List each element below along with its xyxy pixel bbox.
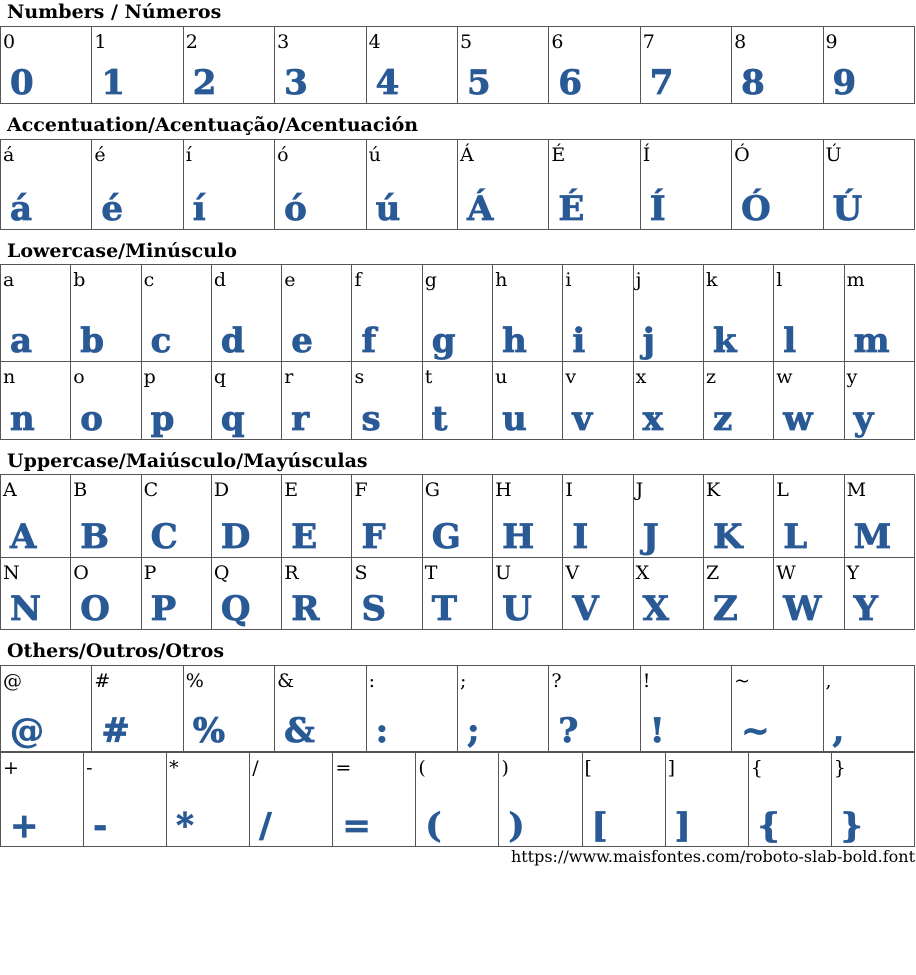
glyph-cell <box>70 557 141 630</box>
glyph-sample: O <box>80 589 110 629</box>
glyph-sample: ? <box>558 711 579 751</box>
numbers-row <box>0 26 915 104</box>
glyph-cell <box>548 665 640 752</box>
accents-row <box>0 139 915 230</box>
character-label: á <box>3 144 15 166</box>
glyph-cell <box>366 26 458 104</box>
glyph-sample: i <box>572 321 586 361</box>
glyph-cell <box>351 264 422 362</box>
glyph-cell <box>211 557 282 630</box>
character-label: } <box>833 757 846 779</box>
character-label: t <box>424 366 433 388</box>
glyph-cell <box>0 665 92 752</box>
glyph-sample: ~ <box>741 711 770 751</box>
glyph-cell <box>823 26 915 104</box>
character-label: w <box>776 366 793 388</box>
glyph-sample: Q <box>220 589 251 629</box>
glyph-cell <box>422 474 493 558</box>
character-label: d <box>213 269 227 291</box>
glyph-sample: f <box>361 321 377 361</box>
glyph-cell <box>351 474 422 558</box>
glyph-cell <box>70 361 141 440</box>
glyph-sample: H <box>502 517 535 557</box>
glyph-cell <box>281 474 352 558</box>
character-label: G <box>424 479 440 501</box>
glyph-cell <box>633 557 704 630</box>
glyph-sample: # <box>101 711 130 751</box>
glyph-cell <box>823 665 915 752</box>
glyph-sample: } <box>840 806 863 846</box>
glyph-sample: U <box>502 589 532 629</box>
section-title-numbers: Numbers / Números <box>7 1 222 23</box>
uppercase-row <box>0 557 915 630</box>
character-label: 8 <box>734 31 747 53</box>
glyph-sample: 1 <box>101 63 126 103</box>
character-label: K <box>705 479 721 501</box>
character-label: [ <box>584 757 592 779</box>
glyph-cell <box>0 26 92 104</box>
character-label: : <box>368 670 375 692</box>
glyph-sample: I <box>572 517 589 557</box>
glyph-cell <box>366 139 458 230</box>
glyph-cell <box>457 26 549 104</box>
glyph-sample: = <box>342 806 371 846</box>
glyph-sample: K <box>712 517 743 557</box>
glyph-sample: 6 <box>558 63 583 103</box>
glyph-cell <box>640 139 732 230</box>
glyph-sample: * <box>176 806 194 846</box>
glyph-sample: - <box>93 806 108 846</box>
glyph-cell <box>422 361 493 440</box>
character-label: = <box>335 757 352 779</box>
glyph-sample: x <box>642 399 663 439</box>
glyph-cell <box>281 264 352 362</box>
character-label: Ú <box>825 144 842 166</box>
character-label: ( <box>418 757 426 779</box>
character-label: ~ <box>734 670 751 692</box>
glyph-sample: T <box>431 589 458 629</box>
character-label: e <box>284 269 296 291</box>
glyph-cell <box>183 26 275 104</box>
glyph-cell <box>274 665 366 752</box>
character-label: / <box>252 757 259 779</box>
glyph-sample: % <box>192 711 226 751</box>
glyph-sample: D <box>220 517 251 557</box>
glyph-sample: g <box>431 321 456 361</box>
glyph-sample: Y <box>853 589 878 629</box>
glyph-cell <box>844 361 915 440</box>
glyph-sample: J <box>642 517 659 557</box>
character-label: 9 <box>825 31 838 53</box>
glyph-cell <box>731 665 823 752</box>
character-label: + <box>3 757 19 779</box>
character-label: D <box>213 479 230 501</box>
glyph-cell <box>492 361 563 440</box>
glyph-cell <box>492 264 563 362</box>
glyph-cell <box>633 361 704 440</box>
character-label: 1 <box>94 31 107 53</box>
glyph-cell <box>731 139 823 230</box>
character-label: N <box>3 562 20 584</box>
character-label: 7 <box>642 31 655 53</box>
glyph-sample: m <box>853 321 890 361</box>
glyph-sample: ) <box>508 806 525 846</box>
character-label: * <box>169 757 179 779</box>
glyph-sample: 5 <box>466 63 491 103</box>
others-row <box>0 752 915 847</box>
character-label: 3 <box>277 31 290 53</box>
character-label: Ó <box>734 144 750 166</box>
glyph-cell <box>0 361 71 440</box>
character-label: x <box>635 366 647 388</box>
glyph-cell <box>665 752 749 847</box>
glyph-cell <box>773 557 844 630</box>
glyph-cell <box>211 264 282 362</box>
glyph-cell <box>183 665 275 752</box>
character-label: 4 <box>368 31 381 53</box>
glyph-sample: y <box>853 399 874 439</box>
glyph-cell <box>633 264 704 362</box>
character-label: H <box>495 479 512 501</box>
character-label: - <box>86 757 93 779</box>
glyph-sample: F <box>361 517 386 557</box>
glyph-sample: { <box>757 806 780 846</box>
glyph-sample: @ <box>10 711 44 751</box>
character-label: o <box>73 366 85 388</box>
glyph-cell <box>274 26 366 104</box>
glyph-cell <box>281 557 352 630</box>
glyph-cell <box>731 26 823 104</box>
glyph-cell <box>562 361 633 440</box>
glyph-sample: X <box>642 589 670 629</box>
glyph-cell <box>498 752 582 847</box>
glyph-cell <box>166 752 250 847</box>
glyph-sample: C <box>150 517 178 557</box>
glyph-cell <box>457 665 549 752</box>
glyph-sample: 9 <box>832 63 857 103</box>
glyph-cell <box>640 665 732 752</box>
character-label: f <box>354 269 362 291</box>
character-label: J <box>635 479 644 501</box>
character-label: Á <box>459 144 474 166</box>
glyph-cell <box>141 264 212 362</box>
section-title-uppercase: Uppercase/Maiúsculo/Mayúsculas <box>7 450 368 472</box>
glyph-sample: z <box>712 399 733 439</box>
glyph-sample: ] <box>674 806 691 846</box>
character-label: a <box>3 269 15 291</box>
glyph-cell <box>703 361 774 440</box>
glyph-cell <box>249 752 333 847</box>
glyph-sample: h <box>502 321 527 361</box>
section-title-lowercase: Lowercase/Minúsculo <box>7 240 237 262</box>
glyph-cell <box>91 26 183 104</box>
character-label: I <box>565 479 573 501</box>
glyph-cell <box>0 139 92 230</box>
character-label: ) <box>501 757 509 779</box>
character-label: , <box>825 670 832 692</box>
glyph-cell <box>582 752 666 847</box>
glyph-cell <box>91 139 183 230</box>
character-label: 2 <box>185 31 198 53</box>
glyph-cell <box>773 361 844 440</box>
glyph-sample: p <box>150 399 175 439</box>
glyph-sample: í <box>192 189 206 229</box>
character-label: C <box>143 479 159 501</box>
character-label: Q <box>213 562 230 584</box>
section-title-others: Others/Outros/Otros <box>7 640 225 662</box>
glyph-sample: u <box>502 399 527 439</box>
character-label: É <box>551 144 566 166</box>
glyph-sample: n <box>10 399 35 439</box>
glyph-cell <box>183 139 275 230</box>
glyph-sample: Í <box>649 189 666 229</box>
glyph-cell <box>748 752 832 847</box>
glyph-sample: G <box>431 517 461 557</box>
glyph-cell <box>70 474 141 558</box>
glyph-sample: v <box>572 399 593 439</box>
glyph-cell <box>823 139 915 230</box>
character-label: r <box>284 366 294 388</box>
glyph-cell <box>351 557 422 630</box>
character-label: ] <box>667 757 676 779</box>
glyph-sample: B <box>80 517 110 557</box>
glyph-cell <box>332 752 416 847</box>
glyph-cell <box>457 139 549 230</box>
glyph-cell <box>492 474 563 558</box>
section-title-accents: Accentuation/Acentuação/Acentuación <box>7 114 419 136</box>
character-label: { <box>750 757 763 779</box>
character-label: Z <box>705 562 720 584</box>
glyph-sample: c <box>150 321 172 361</box>
glyph-cell <box>281 361 352 440</box>
character-label: b <box>73 269 86 291</box>
glyph-sample: á <box>10 189 33 229</box>
glyph-sample: 3 <box>284 63 308 103</box>
character-label: 6 <box>551 31 564 53</box>
glyph-sample: 4 <box>375 63 400 103</box>
character-label: @ <box>3 670 22 692</box>
glyph-sample: t <box>431 399 448 439</box>
glyph-cell <box>562 264 633 362</box>
glyph-sample: É <box>558 189 585 229</box>
glyph-sample: 2 <box>192 63 217 103</box>
character-label: L <box>776 479 789 501</box>
glyph-sample: + <box>10 806 39 846</box>
glyph-sample: V <box>572 589 599 629</box>
character-label: ú <box>368 144 381 166</box>
character-label: Í <box>642 144 651 166</box>
character-label: v <box>565 366 577 388</box>
glyph-sample: q <box>220 399 245 439</box>
glyph-sample: Á <box>466 189 494 229</box>
glyph-sample: r <box>291 399 310 439</box>
glyph-cell <box>773 474 844 558</box>
glyph-sample: w <box>783 399 813 439</box>
character-label: % <box>185 670 204 692</box>
glyph-cell <box>422 264 493 362</box>
glyph-cell <box>366 665 458 752</box>
glyph-cell <box>0 264 71 362</box>
character-label: B <box>73 479 88 501</box>
glyph-cell <box>844 264 915 362</box>
character-label: O <box>73 562 89 584</box>
character-label: E <box>284 479 299 501</box>
glyph-sample: k <box>712 321 737 361</box>
glyph-cell <box>703 474 774 558</box>
glyph-sample: W <box>783 589 822 629</box>
character-label: ! <box>642 670 651 692</box>
character-label: F <box>354 479 368 501</box>
character-label: P <box>143 562 157 584</box>
glyph-sample: 0 <box>10 63 34 103</box>
glyph-sample: S <box>361 589 387 629</box>
glyph-cell <box>211 361 282 440</box>
glyph-sample: ( <box>425 806 442 846</box>
character-label: W <box>776 562 796 584</box>
character-label: p <box>143 366 156 388</box>
glyph-sample: M <box>853 517 892 557</box>
character-label: 0 <box>3 31 16 53</box>
glyph-cell <box>640 26 732 104</box>
glyph-sample: A <box>10 517 37 557</box>
glyph-sample: P <box>150 589 177 629</box>
glyph-cell <box>548 26 640 104</box>
glyph-sample: l <box>783 321 797 361</box>
source-url: https://www.maisfontes.com/roboto-slab-bold.font <box>510 847 915 866</box>
glyph-cell <box>773 264 844 362</box>
character-label: Y <box>846 562 860 584</box>
glyph-cell <box>548 139 640 230</box>
glyph-sample: [ <box>591 806 608 846</box>
character-label: í <box>185 144 192 166</box>
glyph-cell <box>83 752 167 847</box>
glyph-sample: b <box>80 321 105 361</box>
glyph-sample: 8 <box>741 63 765 103</box>
lowercase-row <box>0 264 915 362</box>
glyph-cell <box>633 474 704 558</box>
glyph-sample: j <box>642 321 655 361</box>
character-label: n <box>3 366 16 388</box>
character-label: S <box>354 562 368 584</box>
glyph-sample: / <box>259 806 272 846</box>
glyph-cell <box>422 557 493 630</box>
character-label: T <box>424 562 438 584</box>
glyph-cell <box>844 474 915 558</box>
character-label: u <box>495 366 508 388</box>
glyph-sample: ú <box>375 189 401 229</box>
glyph-cell <box>831 752 915 847</box>
glyph-sample: R <box>291 589 320 629</box>
glyph-cell <box>562 474 633 558</box>
others-row <box>0 665 915 752</box>
glyph-sample: a <box>10 321 33 361</box>
character-label: # <box>94 670 111 692</box>
character-label: s <box>354 366 365 388</box>
character-label: m <box>846 269 865 291</box>
glyph-cell <box>844 557 915 630</box>
glyph-sample: N <box>10 589 42 629</box>
glyph-cell <box>0 557 71 630</box>
character-label: & <box>277 670 295 692</box>
character-label: V <box>565 562 580 584</box>
glyph-sample: L <box>783 517 808 557</box>
glyph-cell <box>351 361 422 440</box>
glyph-sample: ; <box>466 711 480 751</box>
glyph-sample: Ú <box>832 189 863 229</box>
character-label: ? <box>551 670 562 692</box>
character-label: q <box>213 366 227 388</box>
glyph-sample: Z <box>712 589 738 629</box>
uppercase-row <box>0 474 915 558</box>
glyph-cell <box>70 264 141 362</box>
glyph-sample: Ó <box>741 189 771 229</box>
character-label: j <box>635 269 642 291</box>
glyph-cell <box>141 361 212 440</box>
glyph-sample: 7 <box>649 63 674 103</box>
glyph-cell <box>703 557 774 630</box>
glyph-cell <box>492 557 563 630</box>
character-label: g <box>424 269 437 291</box>
character-label: z <box>705 366 716 388</box>
glyph-cell <box>562 557 633 630</box>
glyph-sample: & <box>284 711 315 751</box>
glyph-sample: o <box>80 399 103 439</box>
lowercase-row <box>0 361 915 440</box>
glyph-cell <box>274 139 366 230</box>
glyph-sample: : <box>375 711 389 751</box>
character-label: ; <box>459 670 467 692</box>
character-label: A <box>3 479 17 501</box>
glyph-sample: d <box>220 321 245 361</box>
character-label: R <box>284 562 299 584</box>
glyph-sample: s <box>361 399 381 439</box>
character-label: y <box>846 366 858 388</box>
glyph-sample: e <box>291 321 313 361</box>
character-label: k <box>705 269 718 291</box>
glyph-cell <box>703 264 774 362</box>
glyph-cell <box>91 665 183 752</box>
glyph-cell <box>415 752 499 847</box>
character-label: i <box>565 269 572 291</box>
character-label: h <box>495 269 508 291</box>
glyph-cell <box>0 474 71 558</box>
character-label: M <box>846 479 867 501</box>
character-label: é <box>94 144 106 166</box>
character-label: X <box>635 562 650 584</box>
glyph-sample: é <box>101 189 124 229</box>
character-label: c <box>143 269 155 291</box>
glyph-cell <box>211 474 282 558</box>
glyph-cell <box>141 557 212 630</box>
glyph-cell <box>141 474 212 558</box>
character-label: ó <box>277 144 289 166</box>
character-label: 5 <box>459 31 473 53</box>
glyph-sample: ! <box>649 711 665 751</box>
glyph-sample: ó <box>284 189 307 229</box>
glyph-sample: E <box>291 517 318 557</box>
character-label: l <box>776 269 783 291</box>
character-label: U <box>495 562 512 584</box>
glyph-cell <box>0 752 84 847</box>
glyph-sample: , <box>832 711 845 751</box>
